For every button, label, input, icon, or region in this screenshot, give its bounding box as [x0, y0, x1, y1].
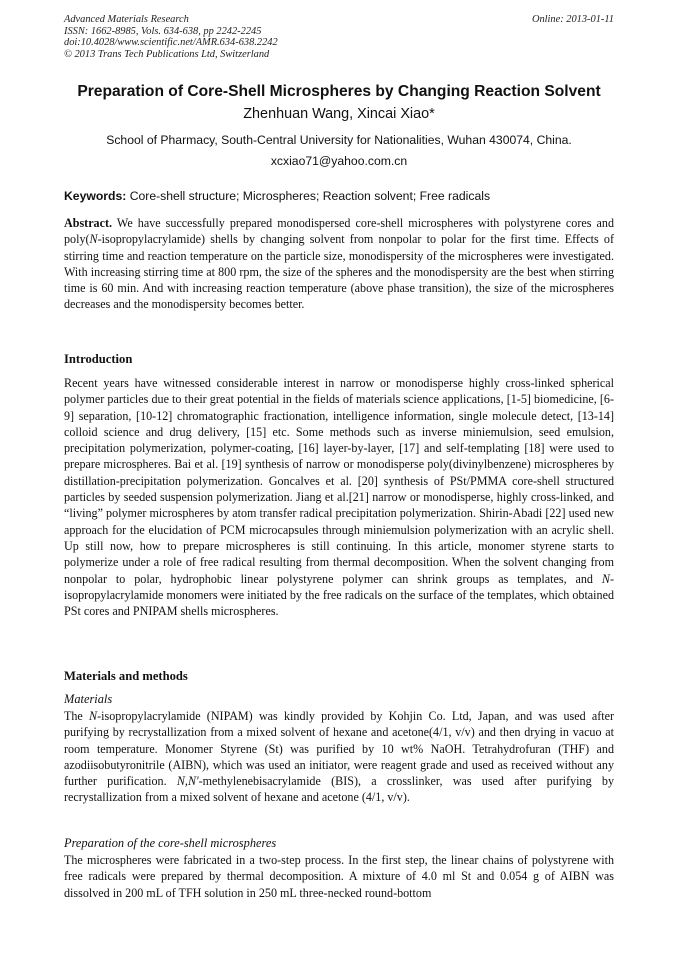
paper-title: Preparation of Core-Shell Microspheres by Changing Reaction Solvent — [77, 83, 601, 100]
materials-text-2: N — [89, 709, 98, 723]
running-header — [64, 14, 614, 60]
materials-text-1: The — [64, 709, 90, 723]
introduction-text-1: Recent years have witnessed considerable interest in narrow or monodisperse highly cross-linked spherical polymer particles due to their great potential in the fields of materials science applications, [1-5] biomedicine, [6-9] separation, [10-12] chromatographic fractionation, intelligence information, single molecule detect, [13-14] colloid science and drug delivery, [15] etc. Some methods such as inverse miniemulsion, seed emulsion, precipitation polymerization, polymer-coating, [16] layer-by-layer, [17] and self-templating [18] were used to prepare microspheres. Bai et al. [19] synthesis of narrow or monodisperse poly(divinylbenzene) microspheres by distillation-precipitation polymerization. Goncalves et al. [20] synthesis of PSt/PMMA core-shell structured particles by seeded suspension polymerization. Jiang et al.[21] narrow or monodisperse, highly cross-linked, and “living” polymer microspheres by atom transfer radical precipitation polymerization. Shirin-Abadi [22] used new approach for the elucidation of PCM microcapsules through miniemulsion polymerization with an acrylic shell. Up still now, how to prepare microspheres is still continuing. In this article, monomer styrene starts to polymerize under a role of free radical resulting from thermal decomposition. When the solvent changing from nonpolar to polar, hydrophobic linear polystyrene polymer can shrink groups as templates, and — [64, 376, 614, 586]
materials-paragraph — [64, 708, 614, 806]
abstract-text-1: We have successfully prepared monodispersed core-shell microspheres with polystyrene cores and poly( — [64, 216, 614, 247]
preparation-paragraph — [64, 852, 614, 901]
journal-name: Advanced Materials Research — [64, 14, 189, 25]
introduction-text-2: N — [601, 571, 610, 586]
keywords-label: Keywords: — [64, 189, 127, 203]
keywords — [64, 188, 614, 204]
materials-text-5: -methylenebisacrylamide (BIS), a crosslinker, was used after purifying by recrystallization from a mixed solvent of hexane and acetone (4/1, v/v). — [64, 774, 614, 805]
abstract — [64, 215, 614, 313]
materials-text-3: -isopropylacrylamide (NIPAM) was kindly provided by Kohjin Co. Ltd, Japan, and was used after purifying by recrystallization from a mixed solvent of hexane and acetone(4/1, v/v) and then drying in vacuo at room temperature. Monomer Styrene (St) was purified by 10 wt% NaOH. Tetrahydrofuran (THF) and azodiisobutyronitrile (AIBN), which was used an initiator, were reagent grade and used as received without any further purification. — [64, 709, 615, 789]
abstract-text-3: -isopropylacrylamide) shells by changing solvent from nonpolar to polar for the first time. Effects of stirring time and reaction temperature on the particle size, monodispersity of the microspheres were investigated. With increasing stirring time at 800 rpm, the size of the spheres and the monodispersity are the best when stirring time is 60 min. And with increasing reaction temperature (above phase transition), the size of the microspheres decreases and the monodispersity becomes better. — [64, 232, 614, 312]
abstract-label: Abstract. — [64, 216, 113, 230]
introduction-text-3: -isopropylacrylamide monomers were initiated by the free radicals on the surface of the templates, which obtained PSt cores and PNIPAM shells microspheres. — [64, 571, 614, 619]
affiliation: School of Pharmacy, South-Central University for Nationalities, Wuhan 430074, China. — [106, 133, 572, 147]
author-list: Zhenhuan Wang, Xincai Xiao* — [243, 106, 435, 122]
online-date: Online: 2013-01-11 — [531, 14, 614, 25]
keywords-text: Core-shell structure; Microspheres; Reaction solvent; Free radicals — [129, 189, 491, 203]
materials-text-4: N,N' — [176, 774, 199, 789]
preparation-text: The microspheres were fabricated in a two-step process. In the first step, the linear chains of polystyrene with free radicals were prepared by thermal decomposition. A mixture of 4.0 ml St and 0.054 g of AIBN was dissolved in 200 mL of TFH solution in 250 mL three-necked round-bottom — [64, 853, 614, 900]
abstract-text-2: N — [89, 232, 98, 247]
introduction-paragraph — [64, 375, 614, 619]
issn-line: ISSN: 1662-8985, Vols. 634-638, pp 2242-2245 — [64, 25, 262, 37]
introduction-heading: Introduction — [64, 352, 133, 366]
preparation-subheading: Preparation of the core-shell microspheres — [64, 836, 277, 850]
materials-methods-heading: Materials and methods — [64, 669, 188, 683]
copyright-line: © 2013 Trans Tech Publications Ltd, Switzerland — [64, 48, 270, 60]
corresponding-email: xcxiao71@yahoo.com.cn — [270, 154, 408, 168]
doi-line: doi:10.4028/www.scientific.net/AMR.634-638.2242 — [64, 37, 278, 49]
materials-subheading: Materials — [64, 692, 113, 706]
